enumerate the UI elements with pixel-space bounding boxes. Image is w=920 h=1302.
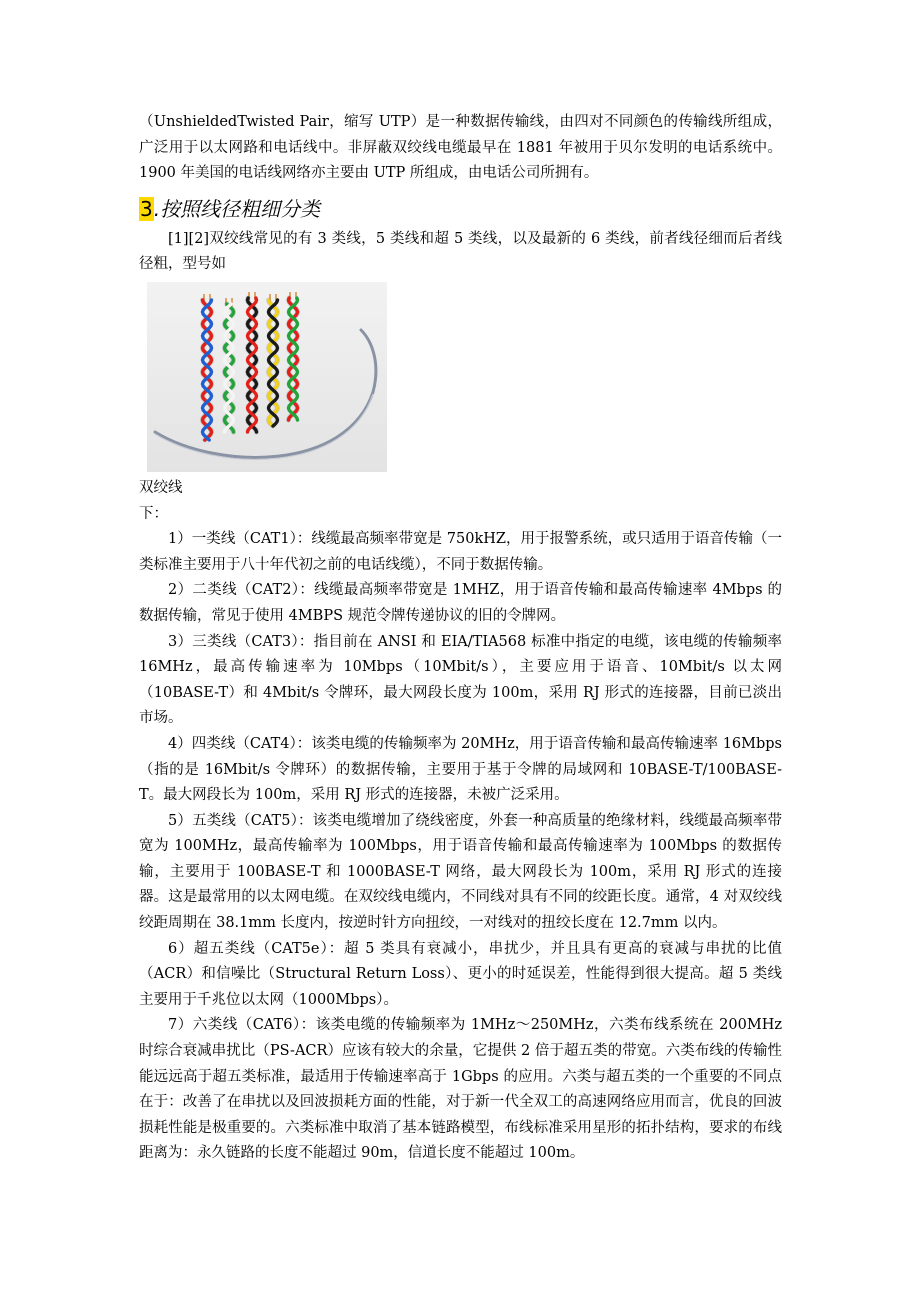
caption-continuation: 下： <box>139 505 168 522</box>
category-item-cat2: 2）二类线（CAT2）：线缆最高频率带宽是 1MHZ，用于语音传输和最高传输速率 4Mbps 的数据传输，常见于使用 4MBPS 规范令牌传递协议的旧的令牌网。 <box>139 582 782 624</box>
figure-caption: 双绞线 <box>139 479 183 496</box>
category-item-cat4: 4）四类线（CAT4）：该类电缆的传输频率为 20MHz，用于语音传输和最高传输速率 16Mbps（指的是 16Mbit/s 令牌环）的数据传输，主要用于基于令牌的局域网和 10BASE-T/100BASE-T。最大网段长为 100m，采用 RJ 形式的连接器，未被广泛采用。 <box>139 735 782 804</box>
section-heading <box>139 193 782 225</box>
category-item-cat1: 1）一类线（CAT1）：线缆最高频率带宽是 750kHZ，用于报警系统，或只适用于语音传输（一类标准主要用于八十年代初之前的电话线缆），不同于数据传输。 <box>139 531 782 573</box>
twisted-pair-cables-illustration <box>147 282 387 472</box>
category-item-cat5e: 6）超五类线（CAT5e）：超 5 类具有衰减小，串扰少，并且具有更高的衰减与串扰的比值（ACR）和信噪比（Structural Return Loss）、更小的时延误差，性能得到很大提高。超 5 类线主要用于千兆位以太网（1000Mbps）。 <box>139 940 782 1008</box>
category-item-cat6: 7）六类线（CAT6）：该类电缆的传输频率为 1MHz～250MHz，六类布线系统在 200MHz 时综合衰减串扰比（PS-ACR）应该有较大的余量，它提供 2 倍于超五类的带宽。六类布线的传输性能远远高于超五类标准，最适用于传输速率高于 1Gbps 的应用。六类与超五类的一个重要的不同点在于：改善了在串扰以及回波损耗方面的性能，对于新一代全双工的高速网络应用而言，优良的回波损耗性能是极重要的。六类标准中取消了基本链路模型，布线标准采用星形的拓扑结构，要求的布线距离为：永久链路的长度不能超过 90m，信道长度不能超过 100m。 <box>139 1017 782 1162</box>
lead-paragraph: [1][2]双绞线常见的有 3 类线，5 类线和超 5 类线，以及最新的 6 类线，前者线径细而后者线径粗，型号如 <box>139 230 782 273</box>
section-number: 3 <box>140 196 153 221</box>
document-body <box>139 110 782 1167</box>
section-title: .按照线径粗细分类 <box>153 196 321 221</box>
twisted-pair-image <box>147 282 387 472</box>
category-item-cat3: 3）三类线（CAT3）：指目前在 ANSI 和 EIA/TIA568 标准中指定的电缆，该电缆的传输频率 16MHz，最高传输速率为 10Mbps（10Mbit/s），主要应用于语音、10Mbit/s 以太网（10BASE-T）和 4Mbit/s 令牌环，最大网段长度为 100m，采用 RJ 形式的连接器，目前已淡出市场。 <box>139 633 782 727</box>
intro-paragraph: （UnshieldedTwisted Pair，缩写 UTP）是一种数据传输线，由四对不同颜色的传输线所组成，广泛用于以太网路和电话线中。非屏蔽双绞线电缆最早在 1881 年被用于贝尔发明的电话系统中。1900 年美国的电话线网络亦主要由 UTP 所组成，由电话公司所拥有。 <box>139 114 782 182</box>
category-item-cat5: 5）五类线（CAT5）：该类电缆增加了绕线密度，外套一种高质量的绝缘材料，线缆最高频率带宽为 100MHz，最高传输率为 100Mbps，用于语音传输和最高传输速率为 100Mbps 的数据传输，主要用于 100BASE-T 和 1000BASE-T 网络，最大网段长为 100m，采用 RJ 形式的连接器。这是最常用的以太网电缆。在双绞线电缆内，不同线对具有不同的绞距长度。通常，4 对双绞线绞距周期在 38.1mm 长度内，按逆时针方向扭绞，一对线对的扭绞长度在 12.7mm 以内。 <box>139 812 782 932</box>
category-list <box>139 527 782 1167</box>
